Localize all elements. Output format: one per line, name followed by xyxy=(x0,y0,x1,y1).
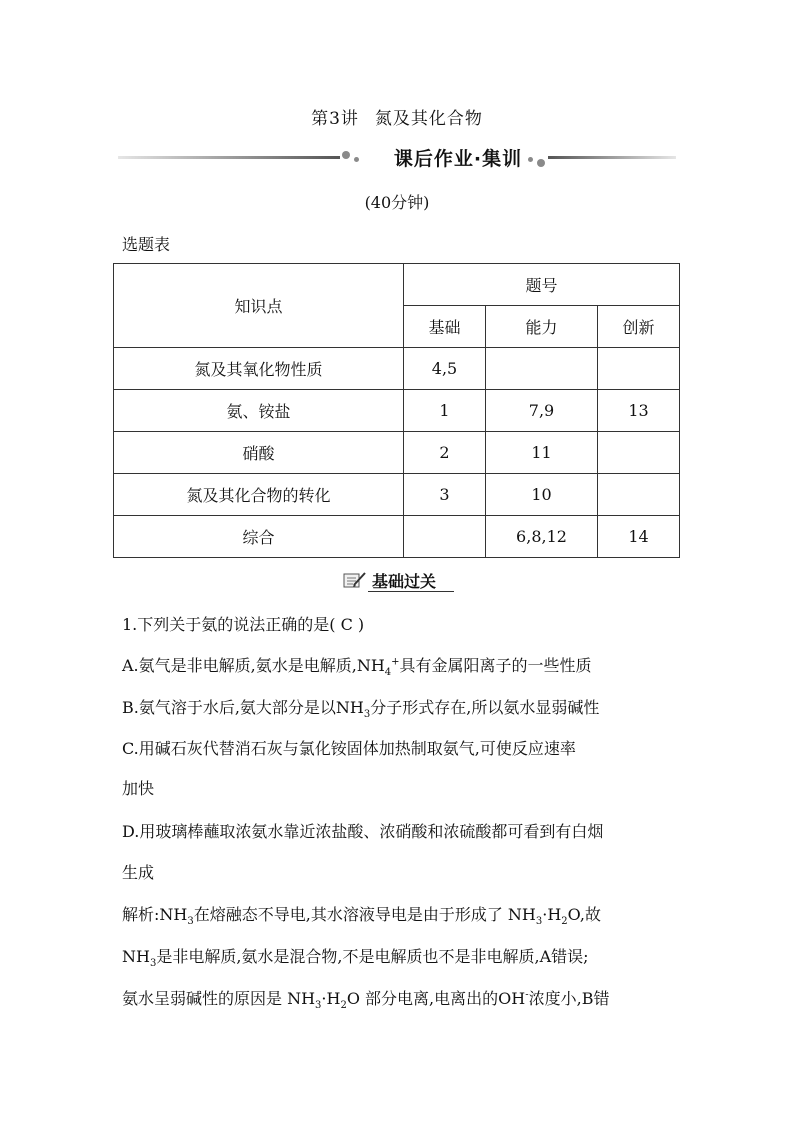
header-level-innovation: 创新 xyxy=(598,306,680,348)
cell-topic: 氮及其化合物的转化 xyxy=(114,474,404,516)
option-c: C.用碱石灰代替消石灰与氯化铵固体加热制取氨气,可使反应速率 xyxy=(122,739,576,758)
section-underline xyxy=(368,591,454,592)
cell-innovation xyxy=(598,348,680,390)
section-title: 基础过关 xyxy=(372,572,437,591)
header-level-ability: 能力 xyxy=(486,306,598,348)
option-d-continued: 生成 xyxy=(122,863,155,882)
explanation-line-2: $NH_3$是非电解质,氨水是混合物,不是电解质也不是非电解质,A错误; xyxy=(122,947,589,970)
table-row xyxy=(114,516,680,558)
cell-basic: 3 xyxy=(404,474,486,516)
lecture-title xyxy=(0,104,794,129)
lecture-number: 第3讲 xyxy=(311,109,359,129)
cell-topic: 氮及其氧化物性质 xyxy=(114,348,404,390)
notebook-pencil-icon xyxy=(342,570,368,590)
table-caption: 选题表 xyxy=(122,235,171,254)
cell-basic xyxy=(404,516,486,558)
banner-title: 课后作业·集训 xyxy=(393,148,523,170)
cell-basic: 1 xyxy=(404,390,486,432)
cell-ability: 11 xyxy=(486,432,598,474)
banner-dot-icon xyxy=(354,157,359,162)
option-d: D.用玻璃棒蘸取浓氨水靠近浓盐酸、浓硝酸和浓硫酸都可看到有白烟 xyxy=(122,822,604,841)
cell-innovation: 14 xyxy=(598,516,680,558)
table-row xyxy=(114,348,680,390)
time-limit: (40分钟) xyxy=(364,193,430,212)
homework-banner xyxy=(118,144,676,170)
table-row xyxy=(114,390,680,432)
option-b: B.氨气溶于水后,氨大部分是以$NH_3$分子形式存在,所以氨水显弱碱性 xyxy=(122,698,600,721)
explanation-line-1: 解析$:NH_3$在熔融态不导电,其水溶液导电是由于形成了 $NH_3\cdot H_2O$,故 xyxy=(122,905,601,928)
cell-innovation xyxy=(598,474,680,516)
explanation-line-3: 氨水呈弱碱性的原因是 $NH_3\cdot H_2O$ 部分电离,电离出的OH-浓度小,B错 xyxy=(122,989,610,1012)
cell-basic: 4,5 xyxy=(404,348,486,390)
cell-ability: 10 xyxy=(486,474,598,516)
cell-topic: 综合 xyxy=(114,516,404,558)
question-selection-table xyxy=(113,263,680,558)
banner-dot-icon xyxy=(342,151,350,159)
table-row xyxy=(114,432,680,474)
banner-dot-icon xyxy=(537,159,545,167)
table-row xyxy=(114,474,680,516)
cell-innovation: 13 xyxy=(598,390,680,432)
cell-basic: 2 xyxy=(404,432,486,474)
header-knowledge-point: 知识点 xyxy=(114,264,404,348)
header-question-number: 题号 xyxy=(404,264,680,306)
lecture-topic: 氮及其化合物 xyxy=(374,109,483,129)
header-level-basic: 基础 xyxy=(404,306,486,348)
question-stem: 1.下列关于氨的说法正确的是( C ) xyxy=(122,615,365,634)
cell-topic: 硝酸 xyxy=(114,432,404,474)
banner-left-rule xyxy=(118,156,340,159)
option-a: A.氨气是非电解质,氨水是电解质$,NH_4^+$具有金属阳离子的一些性质 xyxy=(122,656,592,679)
cell-ability: 6,8,12 xyxy=(486,516,598,558)
cell-ability: 7,9 xyxy=(486,390,598,432)
banner-right-rule xyxy=(548,156,676,159)
banner-dot-icon xyxy=(528,157,533,162)
option-c-continued: 加快 xyxy=(122,779,155,798)
cell-ability xyxy=(486,348,598,390)
cell-innovation xyxy=(598,432,680,474)
cell-topic: 氨、铵盐 xyxy=(114,390,404,432)
